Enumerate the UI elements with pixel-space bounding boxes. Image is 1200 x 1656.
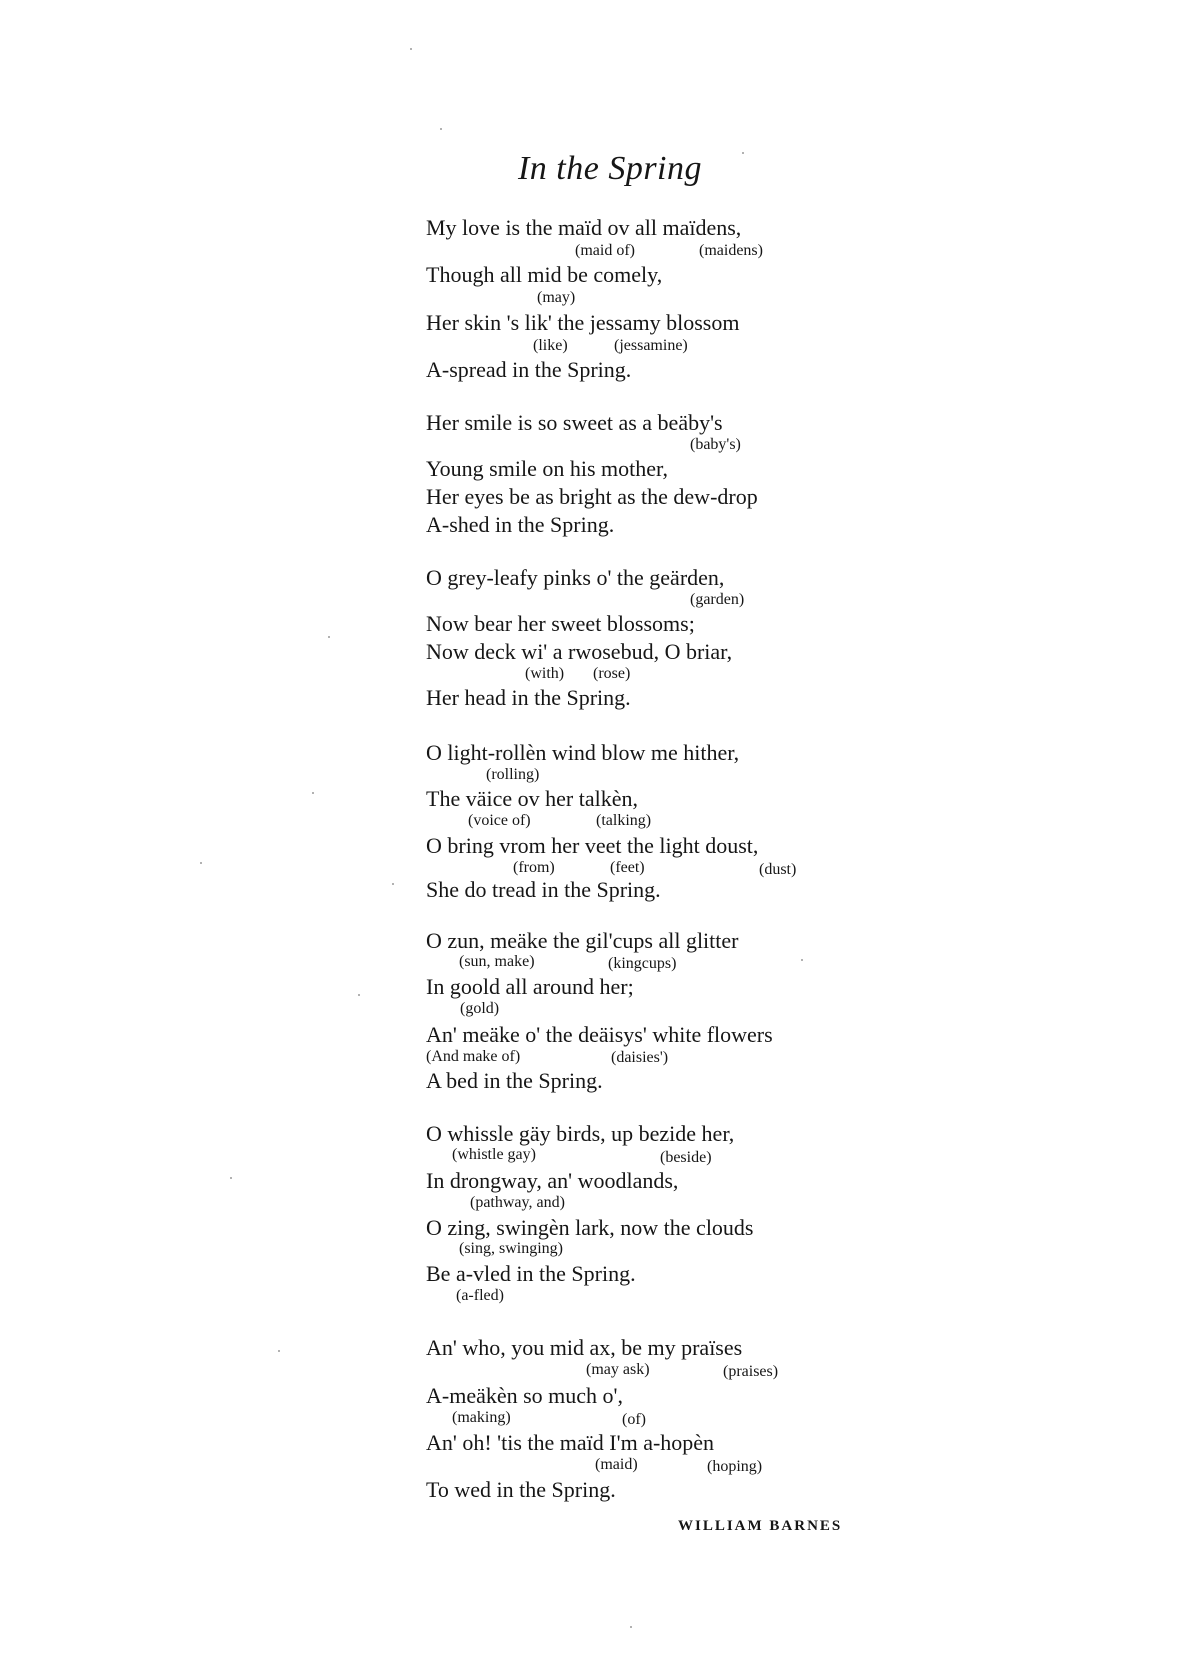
- verse-line: O grey-leafy pinks o' the geärden,: [426, 565, 725, 590]
- verse-line: An' oh! 'tis the maïd I'm a-hopèn: [426, 1430, 715, 1455]
- verse-line: A-spread in the Spring.: [426, 357, 632, 382]
- gloss: (And make of): [426, 1048, 521, 1065]
- gloss: (voice of): [468, 812, 531, 829]
- gloss: (kingcups): [608, 955, 677, 972]
- poem-title: In the Spring: [517, 150, 703, 187]
- gloss: (baby's): [690, 436, 741, 453]
- scan-speck: [440, 128, 442, 130]
- scan-speck: [278, 1350, 280, 1352]
- verse-line: An' meäke o' the deäisys' white flowers: [426, 1022, 773, 1047]
- gloss: (may ask): [586, 1361, 650, 1378]
- gloss: (jessamine): [614, 337, 688, 354]
- gloss: (rolling): [486, 766, 540, 783]
- gloss: (from): [513, 859, 555, 876]
- verse-line: O light-rollèn wind blow me hither,: [426, 740, 740, 765]
- verse-line: Her smile is so sweet as a beäby's: [426, 410, 723, 435]
- scan-speck: [230, 1177, 232, 1179]
- gloss: (rose): [593, 665, 631, 682]
- verse-line: O whissle gäy birds, up bezide her,: [426, 1121, 735, 1146]
- scan-speck: [410, 48, 412, 50]
- gloss: (a-fled): [456, 1287, 504, 1304]
- gloss: (gold): [460, 1000, 500, 1017]
- gloss: (may): [537, 289, 576, 306]
- verse-line: Young smile on his mother,: [426, 456, 668, 481]
- verse-line: Now bear her sweet blossoms;: [426, 611, 695, 636]
- scan-speck: [630, 1626, 632, 1628]
- gloss: (pathway, and): [470, 1194, 565, 1211]
- scan-speck: [392, 883, 394, 885]
- verse-line: Her skin 's lik' the jessamy blossom: [426, 310, 740, 335]
- verse-line: To wed in the Spring.: [426, 1477, 616, 1502]
- gloss: (daisies'): [611, 1049, 669, 1066]
- gloss: (with): [525, 665, 565, 682]
- verse-line: She do tread in the Spring.: [426, 877, 661, 902]
- verse-line: O zun, meäke the gil'cups all glitter: [426, 928, 739, 953]
- scan-speck: [742, 152, 744, 154]
- verse-line: O zing, swingèn lark, now the clouds: [426, 1215, 754, 1240]
- verse-line: My love is the maïd ov all maïdens,: [426, 215, 742, 240]
- verse-line: In drongway, an' woodlands,: [426, 1168, 679, 1193]
- scan-speck: [312, 792, 314, 794]
- gloss: (praises): [723, 1363, 779, 1380]
- verse-line: A-meäkèn so much o',: [426, 1383, 624, 1408]
- author-signature: WILLIAM BARNES: [678, 1518, 843, 1534]
- verse-line: Her eyes be as bright as the dew-drop: [426, 484, 758, 509]
- verse-line: O bring vrom her veet the light doust,: [426, 833, 759, 858]
- verse-line: In goold all around her;: [426, 974, 634, 999]
- scan-speck: [801, 959, 803, 961]
- gloss: (maidens): [699, 242, 763, 259]
- gloss: (garden): [690, 591, 745, 608]
- gloss: (sing, swinging): [459, 1240, 563, 1257]
- gloss: (dust): [759, 861, 797, 878]
- gloss: (sun, make): [459, 953, 535, 970]
- scan-speck: [358, 994, 360, 996]
- gloss: (whistle gay): [452, 1146, 536, 1163]
- gloss: (hoping): [707, 1458, 763, 1475]
- verse-line: An' who, you mid ax, be my praïses: [426, 1335, 743, 1360]
- scan-speck: [200, 862, 202, 864]
- gloss: (maid of): [575, 242, 635, 259]
- verse-line: Now deck wi' a rwosebud, O briar,: [426, 639, 733, 664]
- verse-line: A bed in the Spring.: [426, 1068, 603, 1093]
- gloss: (making): [452, 1409, 511, 1426]
- verse-line: Be a-vled in the Spring.: [426, 1261, 636, 1286]
- verse-line: Though all mid be comely,: [426, 262, 663, 287]
- scan-speck: [328, 636, 330, 638]
- verse-line: The väice ov her talkèn,: [426, 786, 638, 811]
- gloss: (talking): [596, 812, 652, 829]
- verse-line: A-shed in the Spring.: [426, 512, 615, 537]
- gloss: (like): [533, 337, 568, 354]
- gloss: (beside): [660, 1149, 712, 1166]
- gloss: (maid): [595, 1456, 638, 1473]
- verse-line: Her head in the Spring.: [426, 685, 631, 710]
- gloss: (of): [622, 1411, 646, 1428]
- gloss: (feet): [610, 859, 645, 876]
